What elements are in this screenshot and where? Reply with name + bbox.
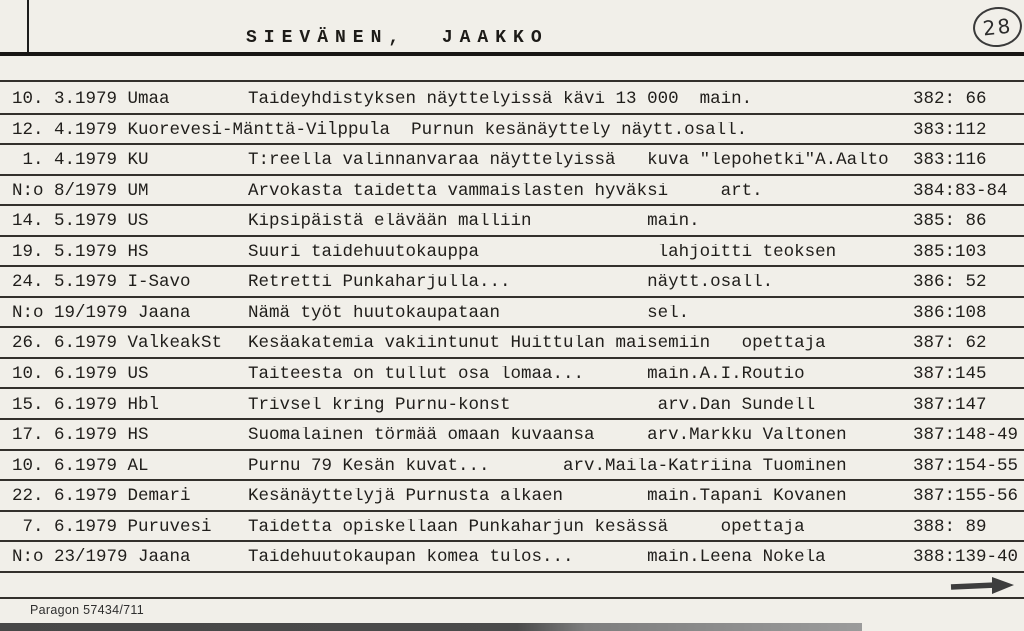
row-description: Retretti Punkaharjulla... näytt.osall.: [248, 274, 774, 292]
row-reference: 387:148-49: [913, 425, 1019, 446]
row-date-source: 17. 6.1979 HS: [12, 425, 149, 446]
row-reference: 383:112: [913, 119, 987, 140]
row-date-source: 26. 6.1979 ValkeakSt: [12, 333, 223, 354]
row-date-source: 10. 6.1979 AL: [12, 455, 149, 476]
row-description: Kipsipäistä elävään malliin main.: [248, 213, 700, 231]
row-reference: 387:145: [913, 363, 987, 384]
row-reference: 387:147: [913, 394, 987, 415]
table-row: [0, 328, 1024, 359]
row-date-source: N:o 23/1979 Jaana: [12, 547, 191, 568]
row-date-source: 10. 6.1979 US: [12, 363, 149, 384]
row-reference: 387:155-56: [913, 486, 1019, 507]
table-row: [0, 237, 1024, 268]
row-date-source: 7. 6.1979 Puruvesi: [12, 516, 212, 537]
row-reference: 385: 86: [913, 211, 987, 232]
row-description: Nämä työt huutokaupataan sel.: [248, 304, 690, 323]
row-description: Purnu 79 Kesän kuvat... arv.Maila-Katriina Tuominen: [248, 457, 847, 476]
row-description: Trivsel kring Purnu-konst arv.Dan Sundell: [248, 396, 816, 415]
row-description: Taidetta opiskellaan Punkaharjun kesässä opettaja: [248, 518, 805, 537]
table-row: [0, 542, 1024, 573]
row-date-source: 19. 5.1979 HS: [12, 241, 149, 262]
row-reference: 384:83-84: [913, 180, 1008, 201]
table-row: [0, 512, 1024, 543]
left-margin-tick: [27, 0, 29, 52]
table-row: [0, 451, 1024, 482]
table-row: [0, 206, 1024, 237]
row-description: Taiteesta on tullut osa lomaa... main.A.I.Routio: [248, 365, 805, 384]
row-description: Purnun kesänäyttely näytt.osall.: [390, 121, 748, 140]
row-date-source: N:o 8/1979 UM: [12, 180, 149, 201]
row-description: Suomalainen törmää omaan kuvaansa arv.Markku Valtonen: [248, 427, 847, 445]
table-row: [0, 298, 1024, 329]
table-row: [0, 389, 1024, 420]
entries-table: [0, 84, 1024, 599]
page-title: SIEVÄNEN, JAAKKO: [246, 28, 549, 48]
table-row: [0, 481, 1024, 512]
row-date-source: N:o 19/1979 Jaana: [12, 302, 191, 323]
row-description: Kesänäyttelyjä Purnusta alkaen main.Tapani Kovanen: [248, 488, 847, 506]
header-rule-heavy: [0, 52, 1024, 56]
row-reference: 383:116: [913, 150, 987, 171]
row-date-source: 24. 5.1979 I-Savo: [12, 272, 191, 293]
table-row: [0, 359, 1024, 390]
row-reference: 385:103: [913, 241, 987, 262]
page-number: 28: [981, 13, 1014, 41]
row-reference: 386: 52: [913, 272, 987, 293]
continuation-arrow-icon: [948, 575, 1016, 602]
row-description: Taidehuutokaupan komea tulos... main.Leena Nokela: [248, 549, 826, 567]
bottom-edge-shadow: [0, 623, 862, 631]
row-reference: 387: 62: [913, 333, 987, 354]
row-description: Arvokasta taidetta vammaislasten hyväksi art.: [248, 182, 763, 201]
row-reference: 388: 89: [913, 516, 987, 537]
row-date-source: 12. 4.1979 Kuorevesi-Mänttä-Vilppula: [12, 119, 391, 140]
table-row: [0, 84, 1024, 115]
row-description: Taideyhdistyksen näyttelyissä kävi 13 000 main.: [248, 91, 753, 109]
row-reference: 387:154-55: [913, 455, 1019, 476]
table-row: [0, 420, 1024, 451]
row-date-source: 1. 4.1979 KU: [12, 150, 149, 171]
row-date-source: 22. 6.1979 Demari: [12, 486, 191, 507]
row-date-source: 10. 3.1979 Umaa: [12, 89, 170, 110]
row-date-source: 14. 5.1979 US: [12, 211, 149, 232]
row-description: Suuri taidehuutokauppa lahjoitti teoksen: [248, 243, 837, 262]
row-reference: 382: 66: [913, 89, 987, 110]
row-reference: 386:108: [913, 302, 987, 323]
table-row: [0, 176, 1024, 207]
row-description: T:reella valinnanvaraa näyttelyissä kuva "lepohetki"A.Aalto: [248, 152, 889, 170]
empty-ruled-row: [0, 573, 1024, 599]
row-description: Kesäakatemia vakiintunut Huittulan maisemiin opettaja: [248, 335, 826, 353]
table-row: [0, 115, 1024, 146]
table-row: [0, 267, 1024, 298]
row-date-source: 15. 6.1979 Hbl: [12, 394, 160, 415]
footer-imprint: Paragon 57434/711: [30, 603, 144, 617]
table-row: [0, 145, 1024, 176]
row-reference: 388:139-40: [913, 547, 1019, 568]
page-number-badge: [971, 5, 1024, 50]
header-rule: [0, 80, 1024, 82]
